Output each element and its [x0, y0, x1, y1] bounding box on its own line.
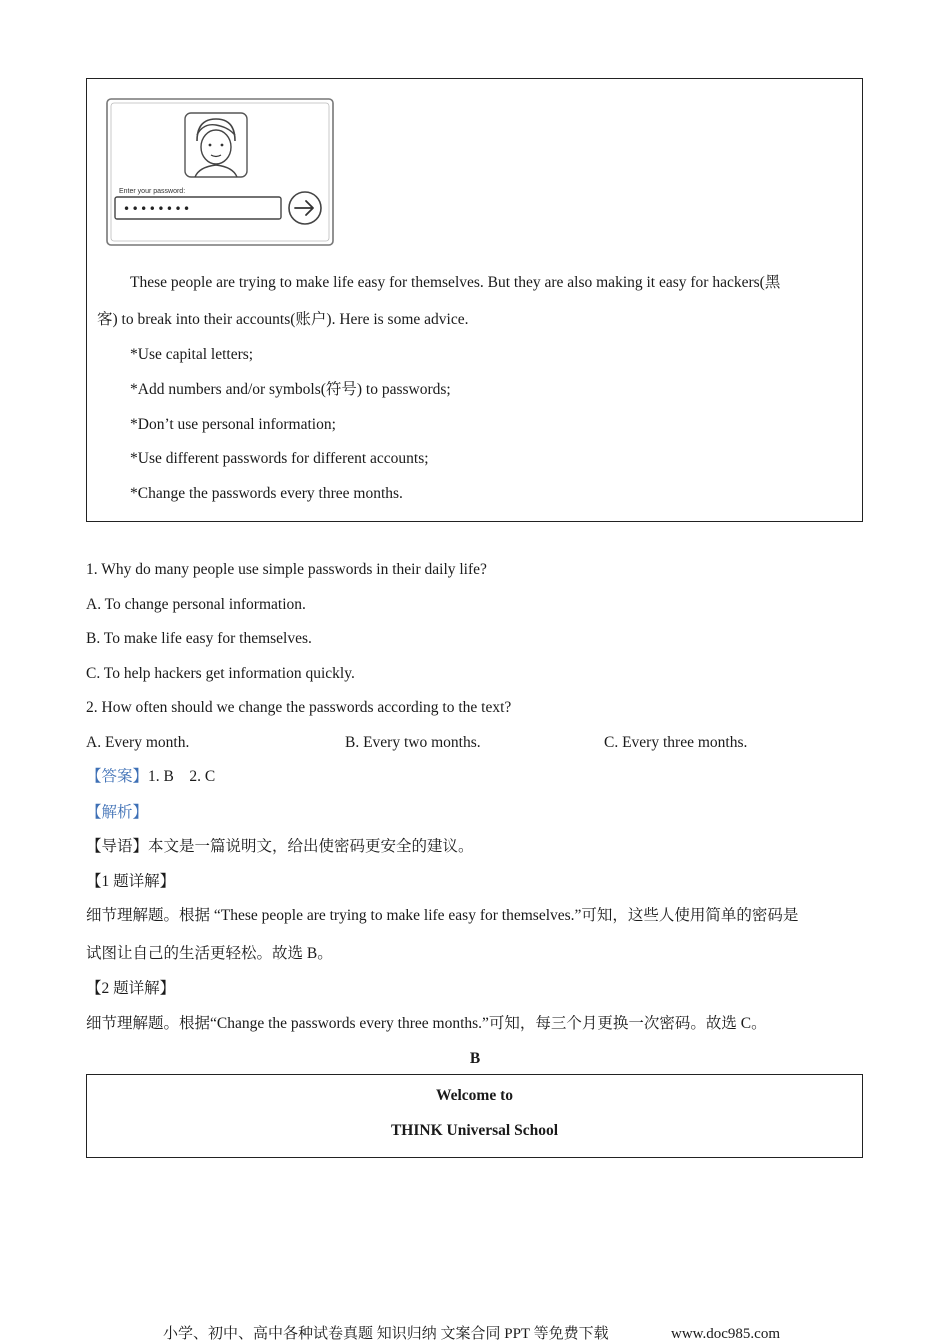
passage-paragraph-line-2: 客) to break into their accounts(账户). Here is some advice.	[97, 311, 469, 328]
answer-label: 【答案】	[86, 768, 149, 785]
illustration-prompt: Enter your password:	[119, 188, 186, 195]
question-2-option-a: A. Every month.	[86, 734, 190, 751]
question-2-stem: 2. How often should we change the passwords according to the text?	[86, 699, 512, 716]
guide-text: 本文是一篇说明文，给出使密码更安全的建议。	[148, 838, 474, 855]
school-name: THINK Universal School	[390, 1122, 559, 1139]
q1-detail-label: 【1 题详解】	[86, 873, 176, 890]
question-1-option-a: A. To change personal information.	[86, 596, 306, 613]
q1-detail-line-1: 细节理解题。根据 “These people are trying to make life easy for themselves.”可知，这些人使用简单的密码是	[86, 907, 799, 924]
advice-item: *Don’t use personal information;	[130, 416, 336, 433]
question-1-option-b: B. To make life easy for themselves.	[86, 630, 312, 647]
arrow-right-circle-icon	[289, 192, 321, 224]
guide-label: 【导语】	[86, 838, 149, 855]
footer-text: 小学、初中、高中各种试卷真题 知识归纳 文案合同 PPT 等免费下载	[163, 1326, 609, 1342]
q1-detail-line-2: 试图让自己的生活更轻松。故选 B。	[86, 945, 333, 962]
masked-password-field: ••••••••	[123, 202, 192, 216]
advice-item: *Change the passwords every three months.	[130, 485, 403, 502]
user-avatar-icon	[185, 113, 247, 177]
passage-box	[86, 78, 863, 522]
question-1-option-c: C. To help hackers get information quickly.	[86, 665, 355, 682]
login-illustration	[105, 97, 335, 249]
school-welcome-box	[86, 1074, 863, 1158]
advice-item: *Use different passwords for different accounts;	[130, 450, 429, 467]
question-2-option-c: C. Every three months.	[604, 734, 748, 751]
q2-detail-label: 【2 题详解】	[86, 980, 176, 997]
answer-line	[86, 767, 215, 787]
answer-text: 1. B 2. C	[148, 768, 216, 785]
analysis-label: 【解析】	[86, 804, 149, 821]
q2-detail-line-1: 细节理解题。根据“Change the passwords every three months.”可知，每三个月更换一次密码。故选 C。	[86, 1015, 767, 1032]
advice-item: *Use capital letters;	[130, 346, 254, 363]
welcome-line: Welcome to	[435, 1087, 514, 1104]
passage-paragraph-line-1: These people are trying to make life easy for themselves. But they are also making it easy for hackers(黑	[130, 274, 781, 291]
advice-item: *Add numbers and/or symbols(符号) to passwords;	[130, 381, 451, 398]
guide-line	[86, 837, 474, 857]
footer-url[interactable]: www.doc985.com	[671, 1326, 781, 1342]
section-b-heading: B	[469, 1050, 481, 1067]
question-2-option-b: B. Every two months.	[345, 734, 481, 751]
question-1-stem: 1. Why do many people use simple passwords in their daily life?	[86, 561, 487, 578]
